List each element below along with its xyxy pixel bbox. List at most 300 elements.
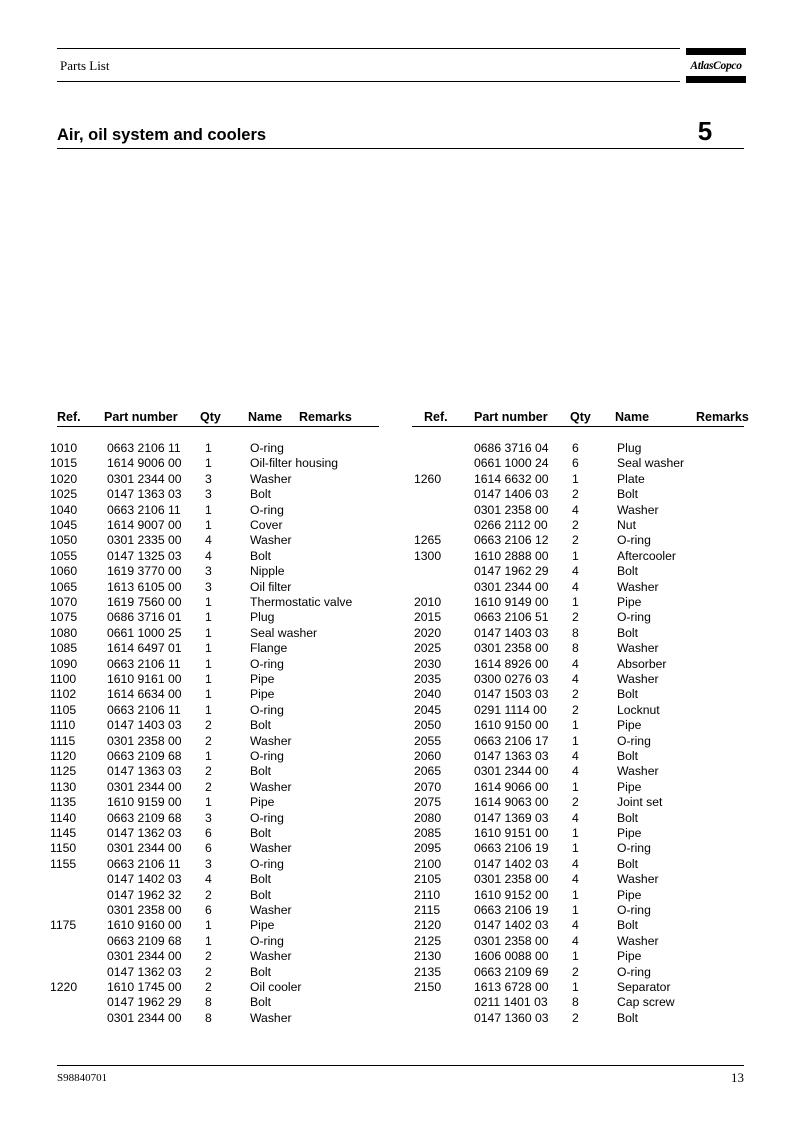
qty-cell: 2 — [205, 764, 212, 779]
name-cell: Pipe — [617, 718, 642, 733]
name-cell: Washer — [617, 764, 659, 779]
part-number-cell: 0147 1363 03 — [474, 749, 549, 763]
ref-cell: 2025 — [414, 641, 442, 656]
ref-cell: 1145 — [50, 826, 77, 840]
qty-cell: 2 — [572, 487, 579, 502]
qty-cell: 1 — [572, 826, 579, 840]
ref-cell: 2115 — [414, 903, 441, 917]
ref-cell: 2050 — [414, 718, 442, 733]
part-number-cell: 0301 2344 00 — [107, 779, 182, 794]
table-row — [0, 441, 642, 456]
ref-cell: 1025 — [50, 487, 78, 502]
ref-cell: 2010 — [414, 595, 442, 609]
qty-cell: 4 — [572, 856, 579, 871]
qty-cell: 8 — [572, 625, 579, 640]
name-cell: O-ring — [617, 533, 651, 548]
part-number-cell: 0147 1325 03 — [107, 548, 182, 563]
qty-cell: 4 — [572, 918, 579, 933]
part-number-cell: 0147 1962 29 — [474, 564, 549, 579]
name-cell: Washer — [250, 903, 292, 917]
ref-cell: 1085 — [50, 641, 78, 656]
qty-cell: 2 — [572, 702, 579, 717]
name-cell: Bolt — [617, 918, 639, 933]
name-cell: Bolt — [617, 487, 639, 502]
qty-cell: 4 — [205, 872, 212, 887]
part-number-cell: 0301 2344 00 — [107, 949, 182, 964]
qty-cell: 8 — [572, 995, 579, 1010]
ref-cell: 1070 — [50, 595, 78, 609]
part-number-cell: 0291 1114 00 — [474, 702, 547, 717]
name-cell: Pipe — [250, 918, 275, 933]
part-number-cell: 0301 2344 00 — [107, 471, 182, 486]
section-title: Air, oil system and coolers — [57, 126, 267, 144]
name-cell: O-ring — [250, 656, 284, 671]
table-row — [0, 964, 651, 980]
name-cell: O-ring — [250, 702, 284, 717]
ref-cell: 1102 — [50, 687, 77, 702]
ref-cell: 2055 — [414, 733, 442, 748]
qty-cell: 1 — [205, 502, 212, 517]
qty-cell: 1 — [205, 441, 212, 455]
name-cell: Bolt — [250, 995, 272, 1010]
name-cell: Pipe — [250, 795, 275, 810]
table-row — [0, 487, 639, 502]
qty-cell: 1 — [572, 718, 579, 733]
part-number-cell: 0301 2358 00 — [474, 641, 549, 656]
qty-cell: 8 — [205, 995, 212, 1010]
name-cell: Bolt — [617, 625, 639, 640]
table-row — [0, 933, 659, 949]
ref-cell: 1090 — [50, 656, 78, 671]
part-number-cell: 1610 1745 00 — [107, 980, 182, 994]
ref-cell: 2020 — [414, 625, 442, 640]
logo-wordmark: AtlasCopco — [690, 60, 742, 72]
name-cell: O-ring — [617, 841, 651, 856]
part-number-cell: 0663 2106 51 — [474, 610, 549, 625]
table-row — [0, 502, 659, 518]
part-number-cell: 1610 9159 00 — [107, 795, 182, 810]
part-number-cell: 0663 2106 11 — [107, 856, 181, 871]
name-cell: Seal washer — [617, 456, 685, 471]
footer-doc-code: S98840701 — [57, 1072, 108, 1084]
part-number-cell: 0147 1503 03 — [474, 687, 549, 702]
qty-cell: 4 — [572, 656, 579, 671]
right-header-qty: Qty — [570, 410, 591, 424]
name-cell: Plug — [617, 441, 642, 455]
qty-cell: 2 — [572, 687, 579, 702]
name-cell: O-ring — [617, 610, 651, 625]
part-number-cell: 0301 2344 00 — [474, 579, 549, 594]
name-cell: Aftercooler — [617, 548, 676, 563]
name-cell: Washer — [250, 733, 292, 748]
ref-cell: 2030 — [414, 656, 442, 671]
qty-cell: 6 — [572, 456, 579, 471]
name-cell: Washer — [617, 933, 659, 948]
part-number-cell: 0301 2344 00 — [474, 764, 549, 779]
name-cell: Washer — [250, 533, 292, 548]
ref-cell: 1125 — [50, 764, 77, 779]
left-header-qty: Qty — [200, 410, 221, 424]
table-row — [0, 625, 639, 641]
name-cell: Bolt — [250, 764, 272, 779]
qty-cell: 1 — [205, 687, 212, 702]
part-number-cell: 0661 1000 24 — [474, 456, 549, 471]
name-cell: Washer — [250, 471, 292, 486]
table-row — [0, 995, 675, 1010]
name-cell: O-ring — [617, 964, 651, 979]
table-row — [0, 826, 642, 841]
table-row — [0, 810, 639, 826]
ref-cell: 2065 — [414, 764, 442, 779]
name-cell: O-ring — [250, 933, 284, 948]
ref-cell: 1220 — [50, 980, 78, 994]
table-row — [0, 518, 636, 533]
table-row — [0, 564, 639, 579]
table-row — [0, 918, 639, 933]
name-cell: Pipe — [617, 826, 642, 840]
name-cell: Joint set — [617, 795, 663, 810]
qty-cell: 1 — [205, 456, 212, 471]
name-cell: Nut — [617, 518, 636, 532]
section-rule — [57, 148, 744, 149]
ref-cell: 2035 — [414, 672, 442, 686]
part-number-cell: 1613 6728 00 — [474, 980, 549, 994]
right-header-rule — [412, 426, 744, 427]
part-number-cell: 1610 9152 00 — [474, 887, 549, 902]
part-number-cell: 0147 1362 03 — [107, 964, 182, 979]
name-cell: Plate — [617, 471, 645, 486]
ref-cell: 1155 — [50, 856, 77, 871]
ref-cell: 2120 — [414, 918, 442, 933]
qty-cell: 8 — [205, 1010, 212, 1025]
qty-cell: 3 — [205, 856, 212, 871]
ref-cell: 1045 — [50, 518, 78, 532]
part-number-cell: 0301 2358 00 — [474, 933, 549, 948]
part-number-cell: 0147 1363 03 — [107, 487, 182, 502]
qty-cell: 2 — [572, 795, 579, 810]
table-row — [0, 672, 659, 687]
qty-cell: 4 — [572, 579, 579, 594]
part-number-cell: 1610 9161 00 — [107, 672, 182, 686]
table-row — [0, 548, 676, 564]
qty-cell: 1 — [205, 641, 212, 656]
name-cell: Washer — [617, 641, 659, 656]
ref-cell: 2060 — [414, 749, 442, 763]
table-row — [0, 795, 663, 810]
ref-cell: 1065 — [50, 579, 78, 594]
name-cell: Bolt — [250, 718, 272, 733]
part-number-cell: 1610 9160 00 — [107, 918, 182, 933]
part-number-cell: 1610 9150 00 — [474, 718, 549, 733]
table-row — [0, 733, 651, 749]
ref-cell: 2045 — [414, 702, 442, 717]
ref-cell: 1020 — [50, 471, 78, 486]
name-cell: O-ring — [250, 856, 284, 871]
qty-cell: 1 — [572, 471, 579, 486]
qty-cell: 3 — [205, 579, 212, 594]
table-row — [0, 595, 642, 610]
name-cell: Flange — [250, 641, 288, 656]
qty-cell: 2 — [205, 980, 212, 994]
qty-cell: 2 — [572, 533, 579, 548]
name-cell: Bolt — [250, 887, 272, 902]
table-row — [0, 718, 642, 733]
ref-cell: 2015 — [414, 610, 442, 625]
qty-cell: 4 — [572, 764, 579, 779]
qty-cell: 1 — [205, 595, 212, 609]
part-number-cell: 0663 2106 19 — [474, 903, 549, 917]
part-number-cell: 0301 2358 00 — [107, 733, 182, 748]
part-number-cell: 0663 2106 19 — [474, 841, 549, 856]
qty-cell: 1 — [572, 949, 579, 964]
name-cell: Nipple — [250, 564, 285, 579]
part-number-cell: 1610 2888 00 — [474, 548, 549, 563]
right-header-remarks: Remarks — [696, 410, 749, 424]
ref-cell: 2105 — [414, 872, 442, 887]
name-cell: Bolt — [250, 872, 272, 887]
part-number-cell: 0147 1369 03 — [474, 810, 549, 825]
ref-cell: 2130 — [414, 949, 442, 964]
part-number-cell: 0663 2106 11 — [107, 656, 181, 671]
name-cell: Washer — [617, 672, 659, 686]
ref-cell: 1150 — [50, 841, 77, 856]
part-number-cell: 0147 1403 03 — [474, 625, 549, 640]
qty-cell: 2 — [572, 610, 579, 625]
qty-cell: 1 — [572, 903, 579, 917]
qty-cell: 1 — [572, 887, 579, 902]
name-cell: Pipe — [617, 887, 642, 902]
name-cell: Pipe — [250, 672, 275, 686]
ref-cell: 2085 — [414, 826, 442, 840]
name-cell: Bolt — [617, 749, 639, 763]
qty-cell: 1 — [205, 656, 212, 671]
table-row — [0, 764, 659, 779]
ref-cell: 1040 — [50, 502, 78, 517]
table-row — [0, 641, 659, 656]
ref-cell: 1010 — [50, 441, 78, 455]
ref-cell: 1015 — [50, 456, 78, 471]
part-number-cell: 0301 2358 00 — [107, 903, 182, 917]
qty-cell: 6 — [205, 903, 212, 917]
qty-cell: 1 — [572, 779, 579, 794]
qty-cell: 2 — [205, 964, 212, 979]
left-header-remarks: Remarks — [299, 410, 352, 424]
qty-cell: 2 — [205, 949, 212, 964]
part-number-cell: 1619 3770 00 — [107, 564, 182, 579]
ref-cell: 1075 — [50, 610, 78, 625]
part-number-cell: 1606 0088 00 — [474, 949, 549, 964]
name-cell: O-ring — [617, 733, 651, 748]
right-header-name: Name — [615, 410, 650, 424]
ref-cell: 2075 — [414, 795, 442, 810]
qty-cell: 1 — [205, 918, 212, 933]
part-number-cell: 0663 2109 68 — [107, 933, 182, 948]
name-cell: Pipe — [617, 779, 642, 794]
left-header-part-number: Part number — [104, 410, 178, 424]
part-number-cell: 1614 9007 00 — [107, 518, 182, 532]
part-number-cell: 0147 1402 03 — [474, 856, 549, 871]
part-number-cell: 0300 0276 03 — [474, 672, 549, 686]
part-number-cell: 0147 1363 03 — [107, 764, 182, 779]
name-cell: O-ring — [250, 502, 284, 517]
header-top-rule — [57, 48, 680, 49]
table-row — [0, 456, 685, 471]
part-number-cell: 0663 2109 68 — [107, 749, 182, 763]
name-cell: Washer — [617, 872, 659, 887]
part-number-cell: 0663 2106 11 — [107, 441, 181, 455]
table-row — [0, 749, 639, 764]
ref-cell: 1135 — [50, 795, 77, 810]
name-cell: Separator — [617, 980, 671, 994]
part-number-cell: 1614 8926 00 — [474, 656, 549, 671]
ref-cell: 1080 — [50, 625, 78, 640]
qty-cell: 3 — [205, 487, 212, 502]
qty-cell: 2 — [572, 1010, 579, 1025]
table-row — [0, 471, 645, 487]
name-cell: O-ring — [617, 903, 651, 917]
name-cell: Pipe — [617, 595, 642, 609]
part-number-cell: 0663 2106 12 — [474, 533, 549, 548]
qty-cell: 2 — [205, 779, 212, 794]
header-bottom-rule — [57, 81, 680, 82]
name-cell: O-ring — [250, 810, 284, 825]
name-cell: Bolt — [617, 687, 639, 702]
part-number-cell: 0147 1402 03 — [107, 872, 182, 887]
name-cell: Pipe — [250, 687, 275, 702]
qty-cell: 1 — [205, 749, 212, 763]
qty-cell: 2 — [572, 518, 579, 532]
part-number-cell: 1613 6105 00 — [107, 579, 182, 594]
header-label: Parts List — [60, 58, 110, 73]
qty-cell: 1 — [205, 518, 212, 532]
qty-cell: 3 — [205, 564, 212, 579]
name-cell: Oil cooler — [250, 980, 302, 994]
qty-cell: 1 — [205, 795, 212, 810]
atlas-copco-logo — [686, 48, 746, 83]
name-cell: Bolt — [617, 564, 639, 579]
ref-cell: 2135 — [414, 964, 442, 979]
part-number-cell: 1614 6632 00 — [474, 471, 549, 486]
footer-page-number: 13 — [731, 1070, 744, 1085]
part-number-cell: 0301 2335 00 — [107, 533, 182, 548]
name-cell: Bolt — [617, 856, 639, 871]
right-header-ref: Ref. — [424, 410, 448, 424]
name-cell: O-ring — [250, 749, 284, 763]
table-row — [0, 949, 642, 964]
name-cell: Thermostatic valve — [250, 595, 353, 609]
name-cell: Washer — [250, 949, 292, 964]
qty-cell: 4 — [572, 564, 579, 579]
name-cell: Absorber — [617, 656, 667, 671]
qty-cell: 2 — [572, 964, 579, 979]
part-number-cell: 0663 2106 11 — [107, 502, 181, 517]
qty-cell: 1 — [572, 841, 579, 856]
left-header-ref: Ref. — [57, 410, 81, 424]
qty-cell: 1 — [205, 610, 212, 625]
table-row — [0, 687, 639, 702]
ref-cell: 2070 — [414, 779, 442, 794]
part-number-cell: 0147 1403 03 — [107, 718, 182, 733]
part-number-cell: 0661 1000 25 — [107, 625, 182, 640]
qty-cell: 3 — [205, 471, 212, 486]
ref-cell: 1055 — [50, 548, 78, 563]
ref-cell: 2040 — [414, 687, 442, 702]
ref-cell: 1060 — [50, 564, 78, 579]
part-number-cell: 1619 7560 00 — [107, 595, 182, 609]
name-cell: Cover — [250, 518, 283, 532]
ref-cell: 1175 — [50, 918, 77, 933]
name-cell: Bolt — [250, 964, 272, 979]
qty-cell: 2 — [205, 887, 212, 902]
logo-bottom-band — [686, 76, 746, 83]
name-cell: O-ring — [250, 441, 284, 455]
part-number-cell: 0147 1962 29 — [107, 995, 182, 1010]
name-cell: Seal washer — [250, 625, 318, 640]
name-cell: Bolt — [250, 487, 272, 502]
qty-cell: 4 — [572, 810, 579, 825]
part-number-cell: 0301 2344 00 — [107, 841, 182, 856]
part-number-cell: 0663 2106 17 — [474, 733, 549, 748]
ref-cell: 2150 — [414, 980, 442, 994]
table-row — [0, 856, 639, 872]
qty-cell: 1 — [205, 625, 212, 640]
name-cell: Bolt — [250, 826, 272, 840]
part-number-cell: 0663 2109 69 — [474, 964, 549, 979]
table-row — [0, 533, 651, 548]
qty-cell: 2 — [205, 718, 212, 733]
name-cell: Washer — [250, 779, 292, 794]
qty-cell: 1 — [572, 595, 579, 609]
left-header-name: Name — [248, 410, 283, 424]
qty-cell: 4 — [205, 533, 212, 548]
right-header-part-number: Part number — [474, 410, 548, 424]
qty-cell: 1 — [205, 672, 212, 686]
name-cell: Washer — [617, 579, 659, 594]
part-number-cell: 0686 3716 04 — [474, 441, 549, 455]
table-row — [0, 656, 667, 672]
ref-cell: 2080 — [414, 810, 442, 825]
qty-cell: 8 — [572, 641, 579, 656]
ref-cell: 1265 — [414, 533, 442, 548]
name-cell: Cap screw — [617, 995, 675, 1010]
part-number-cell: 1614 9066 00 — [474, 779, 549, 794]
qty-cell: 6 — [205, 826, 212, 840]
qty-cell: 3 — [205, 810, 212, 825]
part-number-cell: 0147 1406 03 — [474, 487, 549, 502]
ref-cell: 2125 — [414, 933, 442, 948]
part-number-cell: 1614 6497 01 — [107, 641, 182, 656]
qty-cell: 1 — [572, 980, 579, 994]
part-number-cell: 0301 2344 00 — [107, 1010, 182, 1025]
ref-cell: 1120 — [50, 749, 77, 763]
ref-cell: 1300 — [414, 548, 442, 563]
ref-cell: 1100 — [50, 672, 77, 686]
table-row — [0, 702, 660, 718]
part-number-cell: 0147 1362 03 — [107, 826, 182, 840]
part-number-cell: 0147 1402 03 — [474, 918, 549, 933]
part-number-cell: 0211 1401 03 — [474, 995, 548, 1010]
ref-cell: 2095 — [414, 841, 442, 856]
qty-cell: 1 — [205, 933, 212, 948]
qty-cell: 4 — [572, 749, 579, 763]
part-number-cell: 0663 2109 68 — [107, 810, 182, 825]
table-row — [0, 887, 642, 903]
part-number-cell: 1614 9006 00 — [107, 456, 182, 471]
qty-cell: 4 — [205, 548, 212, 563]
name-cell: Bolt — [617, 1010, 639, 1025]
qty-cell: 6 — [205, 841, 212, 856]
name-cell: Washer — [250, 841, 292, 856]
